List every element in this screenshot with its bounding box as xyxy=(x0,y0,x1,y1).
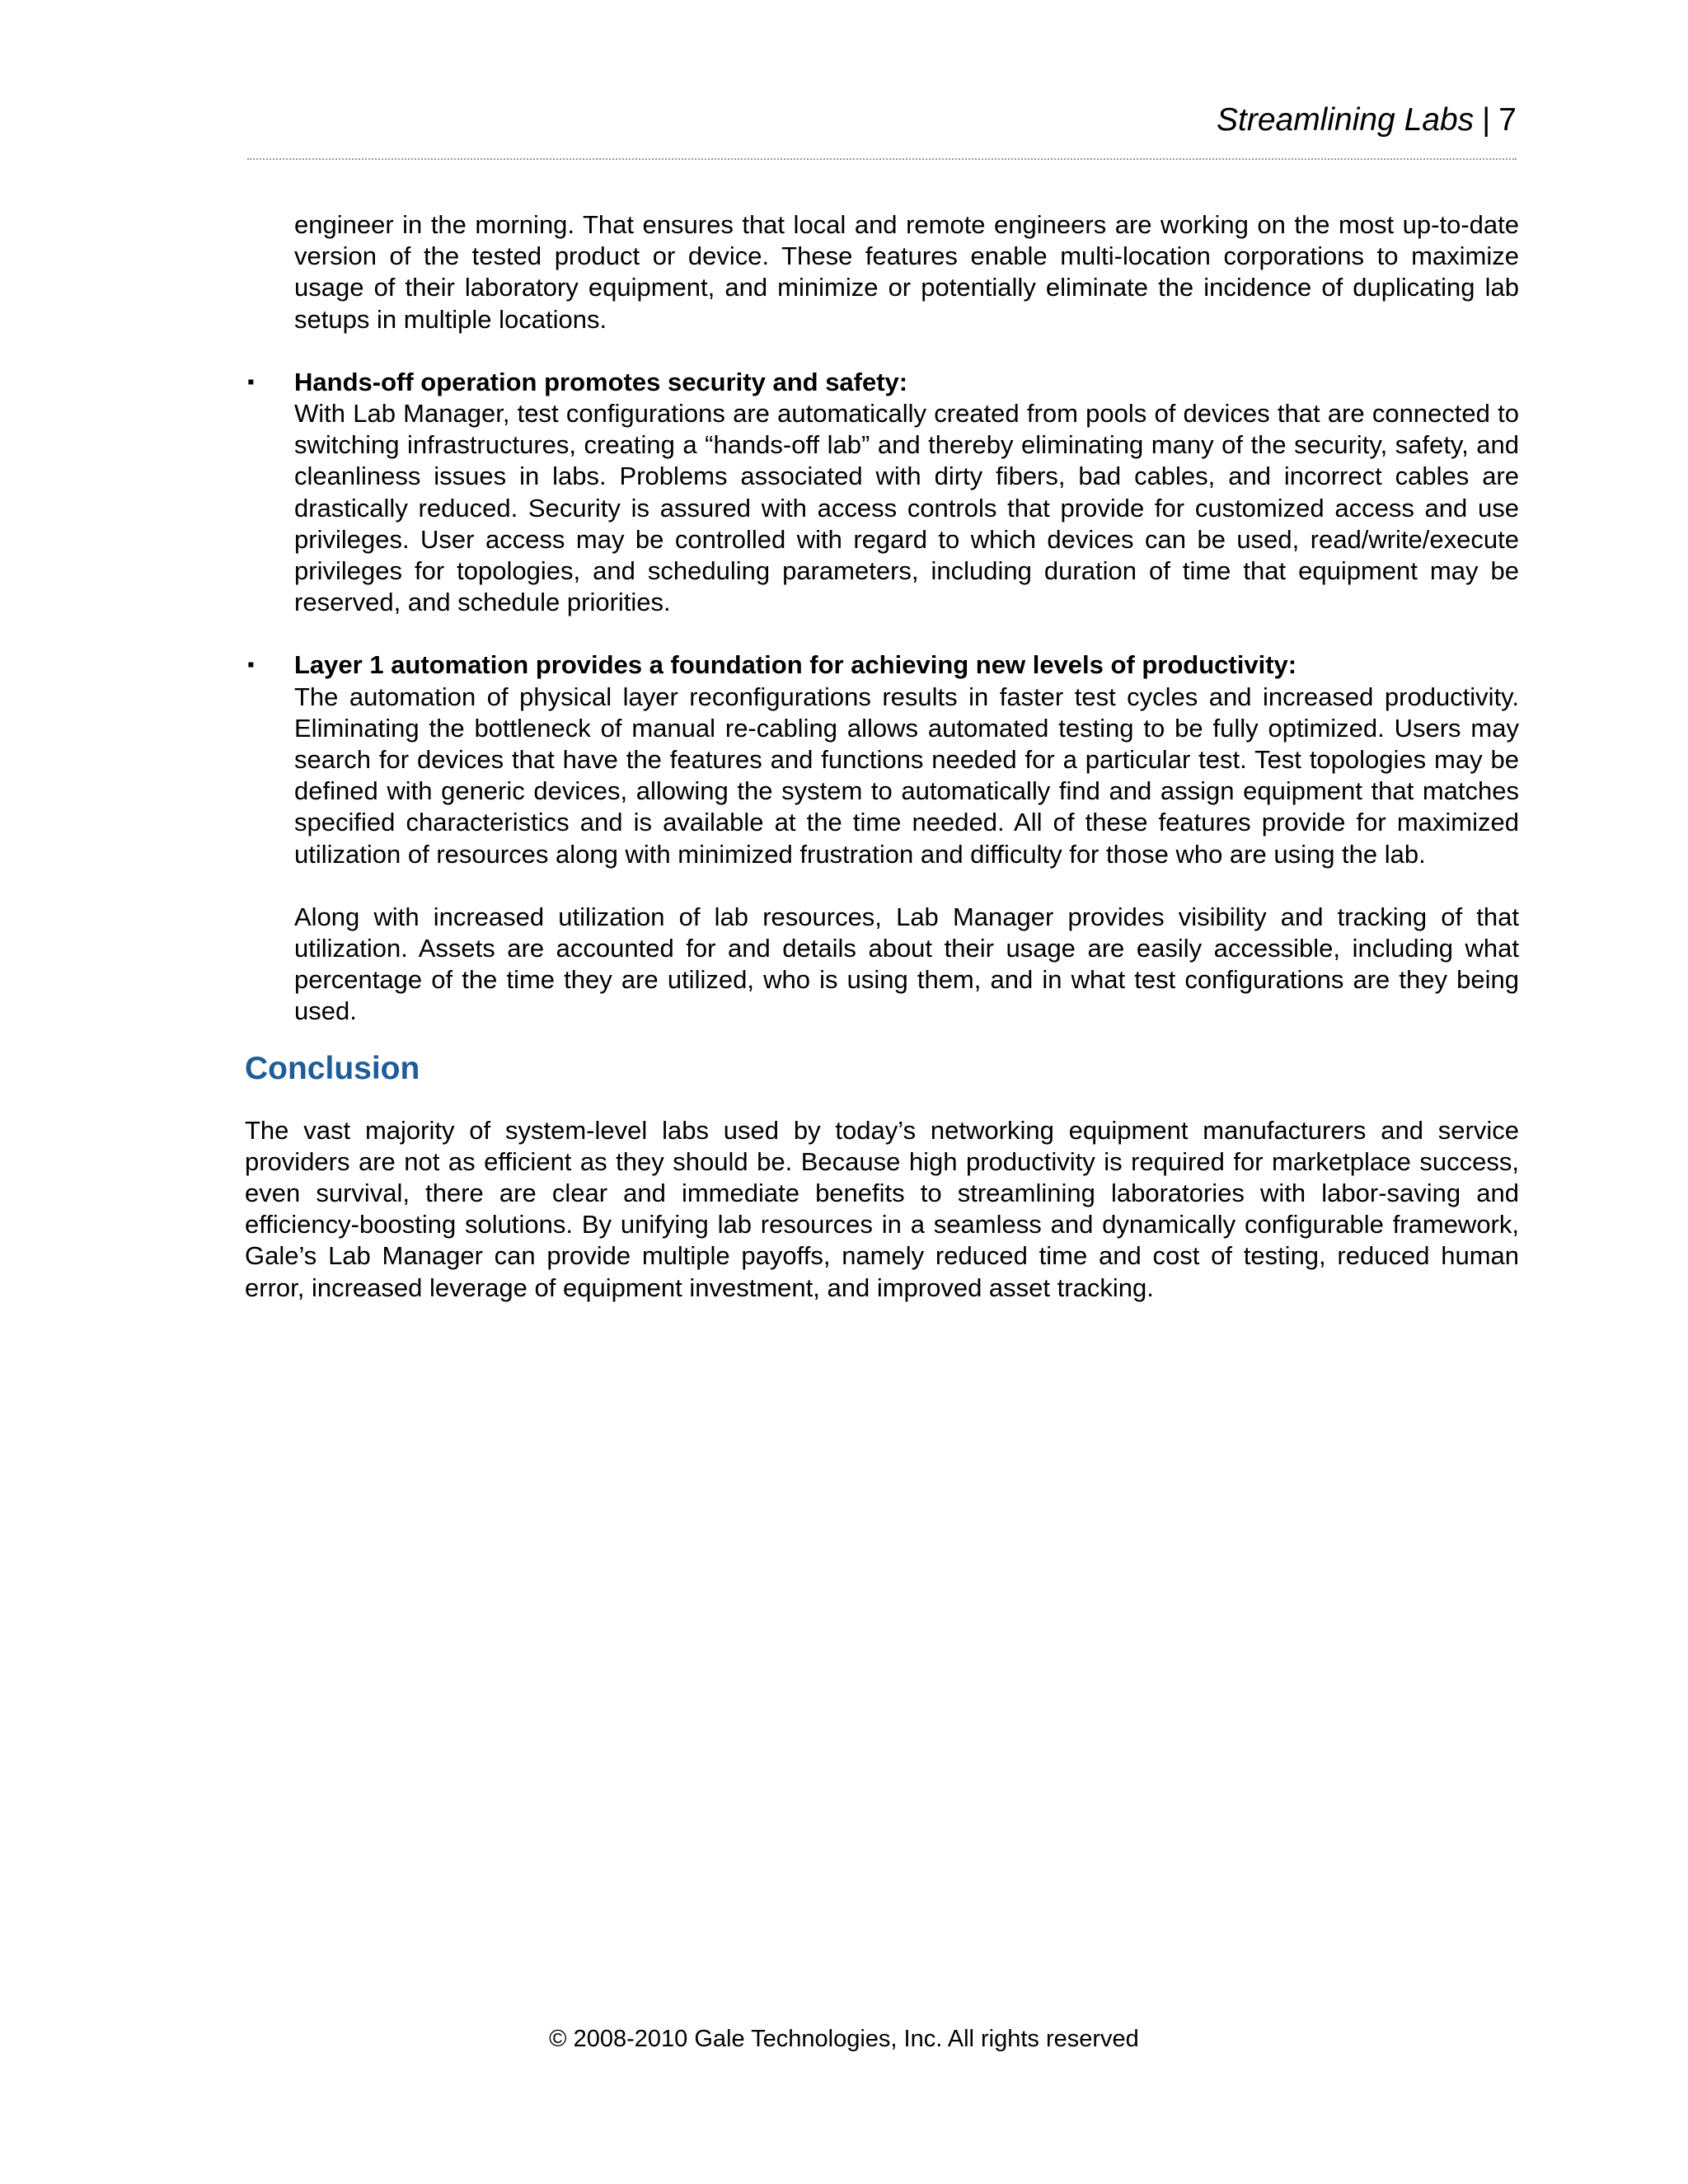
conclusion-heading: Conclusion xyxy=(245,1050,420,1086)
bullet-heading: Hands-off operation promotes security and safety: xyxy=(294,367,908,396)
header-separator: | xyxy=(1482,102,1491,138)
page-header xyxy=(247,91,1517,160)
bullet-body: With Lab Manager, test configurations are automatically created from pools of devices that are connected to switching infrastructures, creating a “hands-off lab” and thereby eliminating many of the security, safety, and cleanliness issues in labs. Problems associated with dirty fibers, bad cables, and incorrect cables are drastically reduced. Security is assured with access controls that provide for customized access and use privileges. User access may be controlled with regard to which devices can be used, read/write/execute privileges for topologies, and scheduling parameters, including duration of time that equipment may be reserved, and schedule priorities. xyxy=(294,399,1519,617)
bullet-item-hands-off xyxy=(247,367,1519,619)
page-number: 7 xyxy=(1498,102,1517,138)
bullet-body: The automation of physical layer reconfigurations results in faster test cycles and increased productivity. Eliminating the bottleneck of manual re-cabling allows automated testing to be fully optimized. Users may search for devices that have the features and functions needed for a particular test. Test topologies may be defined with generic devices, allowing the system to automatically find and assign equipment that matches specified characteristics and is available at the time needed. All of these features provide for maximized utilization of resources along with minimized frustration and difficulty for those who are using the lab. xyxy=(294,682,1519,869)
intro-continuation-paragraph: engineer in the morning. That ensures that local and remote engineers are working on the most up-to-date version of the tested product or device. These features enable multi-location corporations to maximize usage of their laboratory equipment, and minimize or potentially eliminate the incidence of duplicating lab setups in multiple locations. xyxy=(294,210,1519,334)
bullet-marker-icon: ▪ xyxy=(247,654,255,677)
copyright-notice: © 2008-2010 Gale Technologies, Inc. All rights reserved xyxy=(549,2026,1139,2052)
bullet-item-layer1-automation xyxy=(247,649,1519,869)
page-footer xyxy=(0,2024,1688,2054)
conclusion-paragraph: The vast majority of system-level labs used by today’s networking equipment manufacturers and service providers are not as efficient as they should be. Because high productivity is required for marketplace success, even survival, there are clear and immediate benefits to streamlining laboratories with labor-saving and efficiency-boosting solutions. By unifying lab resources in a seamless and dynamically configurable framework, Gale’s Lab Manager can provide multiple payoffs, namely reduced time and cost of testing, reduced human error, increased leverage of equipment investment, and improved asset tracking. xyxy=(245,1115,1519,1302)
document-title: Streamlining Labs xyxy=(1216,102,1475,138)
bullet-marker-icon: ▪ xyxy=(247,370,255,393)
page-content xyxy=(245,209,1519,1304)
running-header xyxy=(1217,99,1517,142)
followup-paragraph: Along with increased utilization of lab resources, Lab Manager provides visibility and tracking of that utilization. Assets are accounted for and details about their usage are easily accessible, including what percentage of the time they are utilized, who is using them, and in what test configurations are they being used. xyxy=(294,902,1519,1026)
bullet-heading: Layer 1 automation provides a foundation for achieving new levels of productivity: xyxy=(294,650,1297,680)
